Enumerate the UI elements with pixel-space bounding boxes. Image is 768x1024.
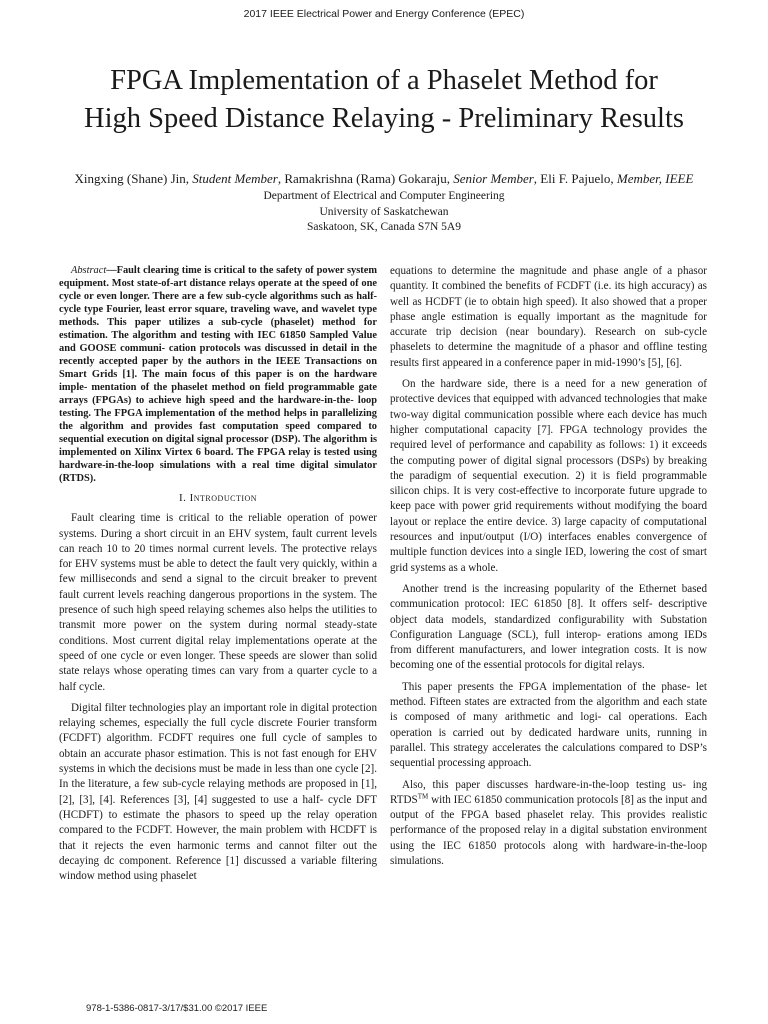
author-1-name: Xingxing (Shane) Jin,: [74, 171, 193, 186]
affiliation: [0, 189, 768, 236]
body-paragraph: This paper presents the FPGA implementation of the phase- let method. Fifteen states are extracted from the algorithm and each state is composed of many arithmetic and logi- cal operations. Each operation is carried out by dedicated hardware units, running in parallel. This strategy accelerates the calculations compared to DSP’s sequential processing approach.: [390, 680, 707, 770]
text-after-trademark: with IEC 61850 communication protocols [8] as the input and output of the FPGA based phaselet relay. This provides realistic performance of the proposed relay in a digital substation environment using the IEC 61850 protocols along with hardware-in-the-loop simulations.: [390, 793, 707, 867]
author-1-role: Student Member: [192, 171, 278, 186]
body-paragraph-continued: equations to determine the magnitude and phase angle of a phasor quantity. It combined the benefits of FCDFT (i.e. its high accuracy) as well as HCDFT (ie to obtain high speed). It also showed that a proper phase angle estimation is equally important as the magnitude for accurate trip decision (near boundary). Research on sub-cycle phaselets to determine the magnitude of a phasor and offline testing results first appeared in a conference paper in mid-1990’s [5], [6].: [390, 265, 707, 369]
abstract: [59, 264, 377, 485]
title-line-1: FPGA Implementation of a Phaselet Method for: [110, 65, 658, 96]
abstract-lead: Abstract: [71, 265, 107, 276]
abstract-text: —Fault clearing time is critical to the safety of power system equipment. Most state-of-art distance relays operate at the speed of one cycle or even longer. There are a few sub-cycle algorithms such as half-cycle type Fourier, least error square, traveling wave, and wavelet type methods. This paper utilizes a sub-cycle (phaselet) method for estimation. The algorithm and testing with IEC 61850 Sampled Value and GOOSE communi- cation protocols was discussed in detail in the recently accepted paper by the authors in the IEEE Transactions on Smart Grids [1]. The main focus of this paper is on the hardware imple- mentation of the phaselet method on field programmable gate arrays (FPGAs) to achieve high speed and the hardware-in-the- loop testing. The FPGA implementation of the method helps in parallelizing the algorithm and provides fast computation speed compared to sequential execution on digital signal processor (DSP). The algorithm is implemented on Xilinx Virtex 6 board. The FPGA relay is tested using hardware-in-the-loop simulations with a real time digital simulator (RTDS).: [59, 265, 377, 484]
title-line-2: High Speed Distance Relaying - Preliminary Results: [84, 103, 684, 134]
author-3-name: , Eli F. Pajuelo,: [533, 171, 617, 186]
section-title: Introduction: [189, 492, 258, 504]
author-2-role: Senior Member: [453, 171, 534, 186]
left-column: [59, 264, 377, 890]
body-paragraph: Another trend is the increasing popularity of the Ethernet based communication protocol: IEC 61850 [8]. It offers self- descriptive object data models, standardized configurability with Substation Configuration Language (SCL), full interop- erations among IEDs from different manufacturers, and lower integration costs. It is now becoming one of the essential protocols for digital relays.: [390, 582, 707, 672]
body-paragraph: Digital filter technologies play an important role in digital protection relaying schemes, especially the full cycle discrete Fourier transform (FCDFT) algorithm. FCDFT requires one full cycle of samples to obtain an accurate phasor estimation. This is not fast enough for EHV systems in which the decisions must be made in less than one cycle [2]. In the literature, a few sub-cycle relaying methods are proposed in [1], [2], [3], [4]. References [3], [4] suggested to use a half- cycle DFT (HCDFT) to estimate the phasors to speed up the relay operation compared to the FCDFT. However, the main problem with HCDFT is that it rejects the even harmonic terms and cannot filter out the decaying dc component. Reference [1] discussed a variable filtering window method using phaselet: [59, 701, 377, 883]
affiliation-department: Department of Electrical and Computer Engineering: [263, 190, 505, 202]
section-number: I.: [178, 492, 190, 504]
section-heading-introduction: [59, 491, 377, 506]
copyright-footer: 978-1-5386-0817-3/17/$31.00 ©2017 IEEE: [86, 1003, 268, 1014]
paper-title: [30, 62, 738, 138]
trademark-superscript: TM: [417, 792, 429, 801]
author-3-role: Member, IEEE: [616, 171, 694, 186]
author-list: [20, 170, 748, 188]
body-paragraph: Fault clearing time is critical to the reliable operation of power systems. During a short circuit in an EHV system, fault current levels can reach 10 to 20 times normal current levels. The protective relays for EHV systems must be able to detect the fault very quickly, within a few milliseconds and send a signal to the circuit breaker to prevent fault current levels reaching dangerous proportions in the system. The presence of such high speed relaying schemes also helps the utilities to transmit more power on the system during normal steady-state conditions. Most current digital relay implementations operate at the speed of one cycle or even longer. These speeds are slower than solid state relays whose operating times can vary from a quarter cycle to a half cycle.: [59, 512, 377, 693]
text-before-trademark: Also, this paper discusses hardware-in-the-loop testing us- ing RTDS: [390, 778, 707, 806]
conference-header: 2017 IEEE Electrical Power and Energy Conference (EPEC): [243, 8, 525, 20]
affiliation-address: Saskatoon, SK, Canada S7N 5A9: [307, 221, 461, 233]
body-paragraph: On the hardware side, there is a need for a new generation of protective devices that equipped with advanced technologies that make two-way digital communication possible where each device has much higher computational capacity [7]. FPGA technology provides the required level of performance and capability as follows: 1) it exceeds the computing power of digital signal processors (DSPs) by breaking the paradigm of sequential execution. 2) it is field programmable silicon chips. It is very cost-effective to incorporate future upgrade to keep pace with power grid requirements without modifying the board layout or replace the entire device. 3) large capacity of computational resources and input/output (I/O) interfaces enables convergence of multiple function devices into a single IED, lowering the cost of smart grid systems as a whole.: [390, 378, 707, 574]
body-paragraph-last: [390, 778, 707, 870]
author-2-name: , Ramakrishna (Rama) Gokaraju,: [277, 171, 454, 186]
right-column: [390, 264, 707, 875]
affiliation-university: University of Saskatchewan: [319, 205, 449, 218]
